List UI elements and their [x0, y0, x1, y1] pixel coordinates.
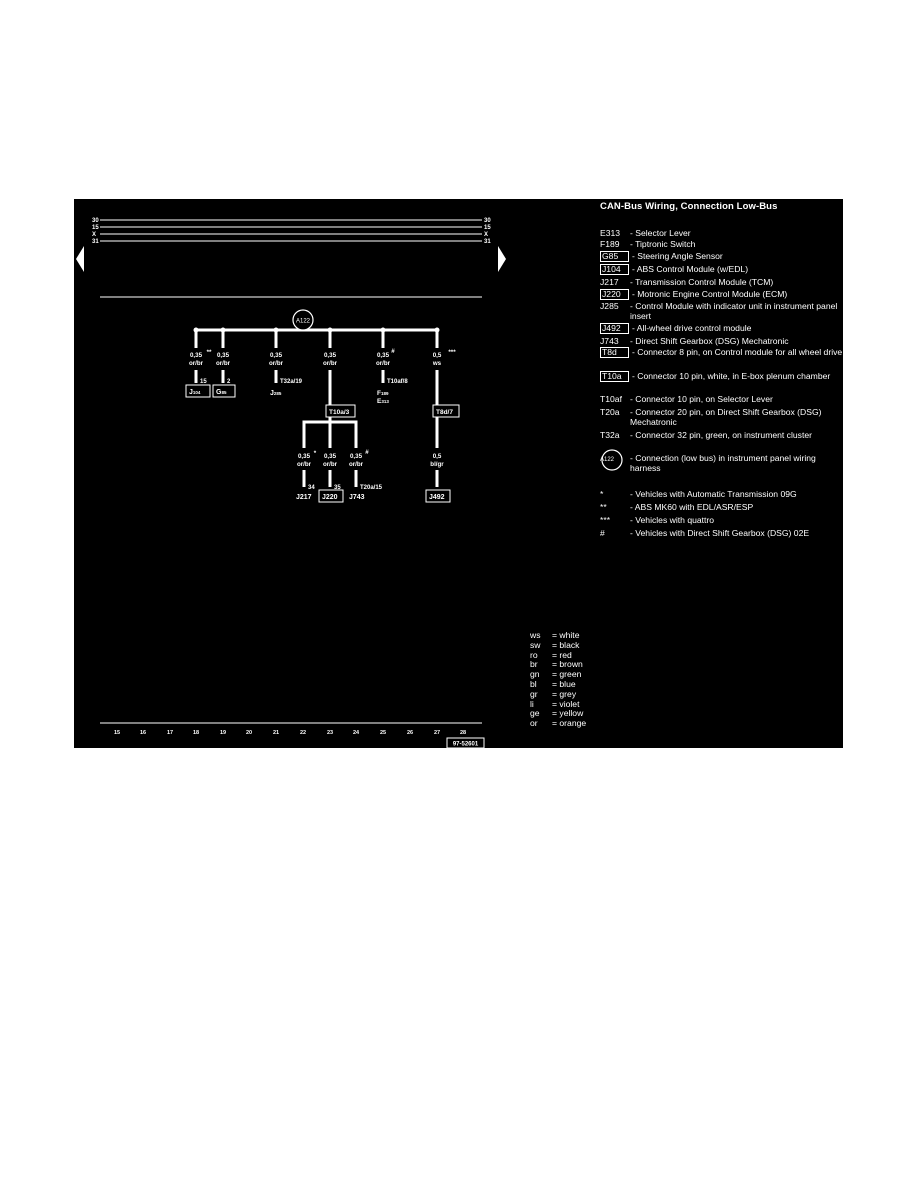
legend-code: J285 — [600, 301, 619, 311]
variant-mark: *** — [448, 349, 456, 356]
legend-desc: - Tiptronic Switch — [630, 239, 696, 249]
legend-code: J220 — [600, 289, 629, 300]
column-number: 28 — [459, 730, 467, 736]
wire-size: 0,5 — [432, 352, 442, 359]
wire-color: or/br — [375, 360, 391, 367]
component-label: G85 — [216, 389, 227, 396]
variant-mark: # — [391, 348, 395, 355]
legend-desc: - Transmission Control Module (TCM) — [630, 277, 774, 287]
legend-row — [600, 264, 748, 275]
column-number: 19 — [219, 730, 227, 736]
legend-code: J217 — [600, 277, 619, 287]
note-desc: - Vehicles with quattro — [630, 515, 715, 525]
legend-desc: - Control Module with indicator unit in instrument panel insert — [630, 301, 838, 321]
reference-number: 97-52601 — [452, 741, 479, 748]
column-numbers — [114, 730, 466, 736]
legend-code: A122 — [600, 457, 615, 463]
legend-row — [600, 251, 723, 262]
rail-label-right: 15 — [484, 225, 491, 231]
color-name: = violet — [552, 698, 580, 709]
legend-desc: - Connection (low bus) in instrument panel wiring harness — [630, 453, 816, 473]
supply-rails — [100, 220, 482, 723]
wire-color: or/br — [322, 461, 338, 468]
note-desc: - ABS MK60 with EDL/ASR/ESP — [630, 502, 754, 512]
legend-row — [600, 277, 773, 287]
color-abbr: gn — [530, 669, 540, 680]
wire-color: bl/gr — [430, 461, 444, 468]
wire-size: 0,35 — [349, 453, 363, 460]
color-name: = brown — [552, 659, 583, 670]
wire-size: 0,35 — [189, 352, 203, 359]
low-bus — [196, 330, 437, 487]
legend-row — [600, 289, 787, 300]
column-number: 16 — [139, 730, 147, 736]
diagram-title: CAN-Bus Wiring, Connection Low-Bus — [600, 201, 778, 212]
note-mark: ** — [600, 502, 607, 512]
column-number: 18 — [192, 730, 200, 736]
column-number: 25 — [379, 730, 387, 736]
legend-code: E313 — [600, 228, 621, 238]
legend-row — [600, 371, 830, 382]
legend-code: J492 — [600, 323, 629, 334]
column-number: 17 — [166, 730, 174, 736]
bus-node-label: A122 — [295, 318, 311, 325]
rail-label-right: 31 — [484, 239, 491, 245]
color-abbr: ro — [530, 649, 538, 660]
component-label: J492 — [429, 494, 445, 501]
legend-desc: - All-wheel drive control module — [632, 323, 752, 333]
wire-color: ws — [432, 360, 442, 367]
component-label: J104 — [189, 389, 201, 396]
connector-label: T10a/3 — [329, 409, 350, 416]
wire-color-key — [530, 631, 586, 729]
legend-row — [600, 394, 773, 404]
legend-desc: - Selector Lever — [630, 228, 691, 238]
legend-desc: - Connector 10 pin, white, in E-box plenum chamber — [632, 371, 831, 381]
color-name: = orange — [552, 718, 587, 729]
wire-color: or/br — [215, 360, 231, 367]
legend-code: T32a — [600, 430, 620, 440]
legend — [600, 201, 844, 538]
wire-color: or/br — [296, 461, 312, 468]
legend-desc: - Steering Angle Sensor — [632, 251, 723, 261]
rail-label-right: X — [484, 232, 489, 238]
wire-color: or/br — [348, 461, 364, 468]
column-number: 15 — [113, 730, 121, 736]
legend-desc: - Connector 32 pin, green, on instrument cluster — [630, 430, 812, 440]
column-number: 23 — [326, 730, 334, 736]
wire-size: 0,35 — [323, 453, 337, 460]
color-abbr: gr — [530, 688, 538, 699]
legend-desc: - Direct Shift Gearbox (DSG) Mechatronic — [630, 336, 789, 346]
legend-row — [600, 407, 844, 427]
legend-row — [600, 430, 812, 440]
pin-label: 15 — [200, 379, 207, 385]
note-mark: *** — [600, 515, 611, 525]
column-number: 20 — [245, 730, 253, 736]
wire-size: 0,35 — [297, 453, 311, 460]
rail-label-right: 30 — [484, 218, 491, 224]
wire-size: 0,35 — [216, 352, 230, 359]
color-abbr: br — [530, 659, 538, 670]
legend-code: G85 — [600, 251, 629, 262]
color-name: = green — [552, 669, 582, 680]
color-abbr: bl — [530, 678, 537, 689]
pin-label: T20a/15 — [360, 485, 383, 491]
variant-mark: # — [365, 449, 369, 456]
color-name: = yellow — [552, 708, 584, 719]
legend-row — [600, 347, 842, 358]
pin-label: 2 — [227, 379, 231, 385]
wire-size: 0,35 — [376, 352, 390, 359]
color-abbr: li — [530, 698, 534, 709]
column-number: 27 — [433, 730, 441, 736]
note-desc: - Vehicles with Direct Shift Gearbox (DSG) 02E — [630, 528, 810, 538]
pin-label: T10af/8 — [387, 379, 408, 385]
legend-code: T10af — [600, 394, 622, 404]
next-page-arrow-icon[interactable] — [498, 246, 506, 272]
color-name: = blue — [552, 678, 576, 689]
note-row — [600, 502, 753, 512]
column-number: 22 — [299, 730, 307, 736]
note-row — [600, 528, 809, 538]
column-number: 24 — [352, 730, 360, 736]
legend-row — [600, 301, 844, 321]
color-name: = black — [552, 639, 580, 650]
variant-mark: ** — [206, 349, 212, 356]
rail-label-left: 15 — [92, 225, 99, 231]
connector-label: T8d/7 — [436, 409, 453, 416]
variant-mark: * — [313, 450, 317, 457]
wire-color: or/br — [188, 360, 204, 367]
note-mark: * — [600, 489, 604, 499]
color-key-row — [530, 719, 586, 729]
component-label: J285 — [270, 390, 282, 397]
color-abbr: ge — [530, 708, 540, 719]
legend-desc: - Connector 10 pin, on Selector Lever — [630, 394, 773, 404]
wire-size: 0,35 — [269, 352, 283, 359]
pin-label: 35 — [334, 485, 341, 491]
color-abbr: ws — [530, 630, 541, 640]
color-abbr: or — [530, 718, 538, 729]
color-name: = white — [552, 630, 580, 640]
legend-row — [600, 228, 691, 238]
color-name: = red — [552, 649, 572, 660]
rail-label-left: X — [92, 232, 97, 238]
legend-desc: - ABS Control Module (w/EDL) — [632, 264, 749, 274]
note-desc: - Vehicles with Automatic Transmission 09G — [630, 489, 797, 499]
legend-code: F189 — [600, 239, 620, 249]
component-label-f189: F189 — [377, 390, 389, 397]
note-mark: # — [600, 528, 605, 538]
rail-label-left: 30 — [92, 218, 99, 224]
legend-code: J743 — [600, 336, 619, 346]
legend-code: T8d — [600, 347, 629, 358]
component-label-e313: E313 — [377, 398, 389, 405]
legend-row — [600, 453, 844, 473]
legend-desc: - Motronic Engine Control Module (ECM) — [632, 289, 788, 299]
color-abbr: sw — [530, 639, 541, 650]
legend-desc: - Connector 8 pin, on Control module for all wheel drive — [632, 347, 843, 357]
column-number: 21 — [272, 730, 280, 736]
component-label: J743 — [349, 494, 365, 501]
legend-code: T20a — [600, 407, 620, 417]
rail-label-left: 31 — [92, 239, 99, 245]
legend-code: T10a — [600, 371, 629, 382]
component-label: J220 — [322, 494, 338, 501]
wire-color: or/br — [322, 360, 338, 367]
legend-desc: - Connector 20 pin, on Direct Shift Gearbox (DSG) Mechatronic — [630, 407, 822, 427]
note-row — [600, 515, 714, 525]
pin-label: T32a/19 — [280, 379, 303, 385]
pin-label: 34 — [308, 485, 315, 491]
wire-size: 0,35 — [323, 352, 337, 359]
note-row — [600, 489, 797, 499]
previous-page-arrow-icon[interactable] — [76, 246, 84, 272]
column-number: 26 — [406, 730, 414, 736]
legend-row — [600, 336, 789, 346]
legend-row — [600, 323, 751, 334]
wire-color: or/br — [268, 360, 284, 367]
color-name: = grey — [552, 688, 577, 699]
legend-row — [600, 239, 695, 249]
component-label: J217 — [296, 494, 312, 501]
legend-code: J104 — [600, 264, 629, 275]
wire-size: 0,5 — [432, 453, 442, 460]
